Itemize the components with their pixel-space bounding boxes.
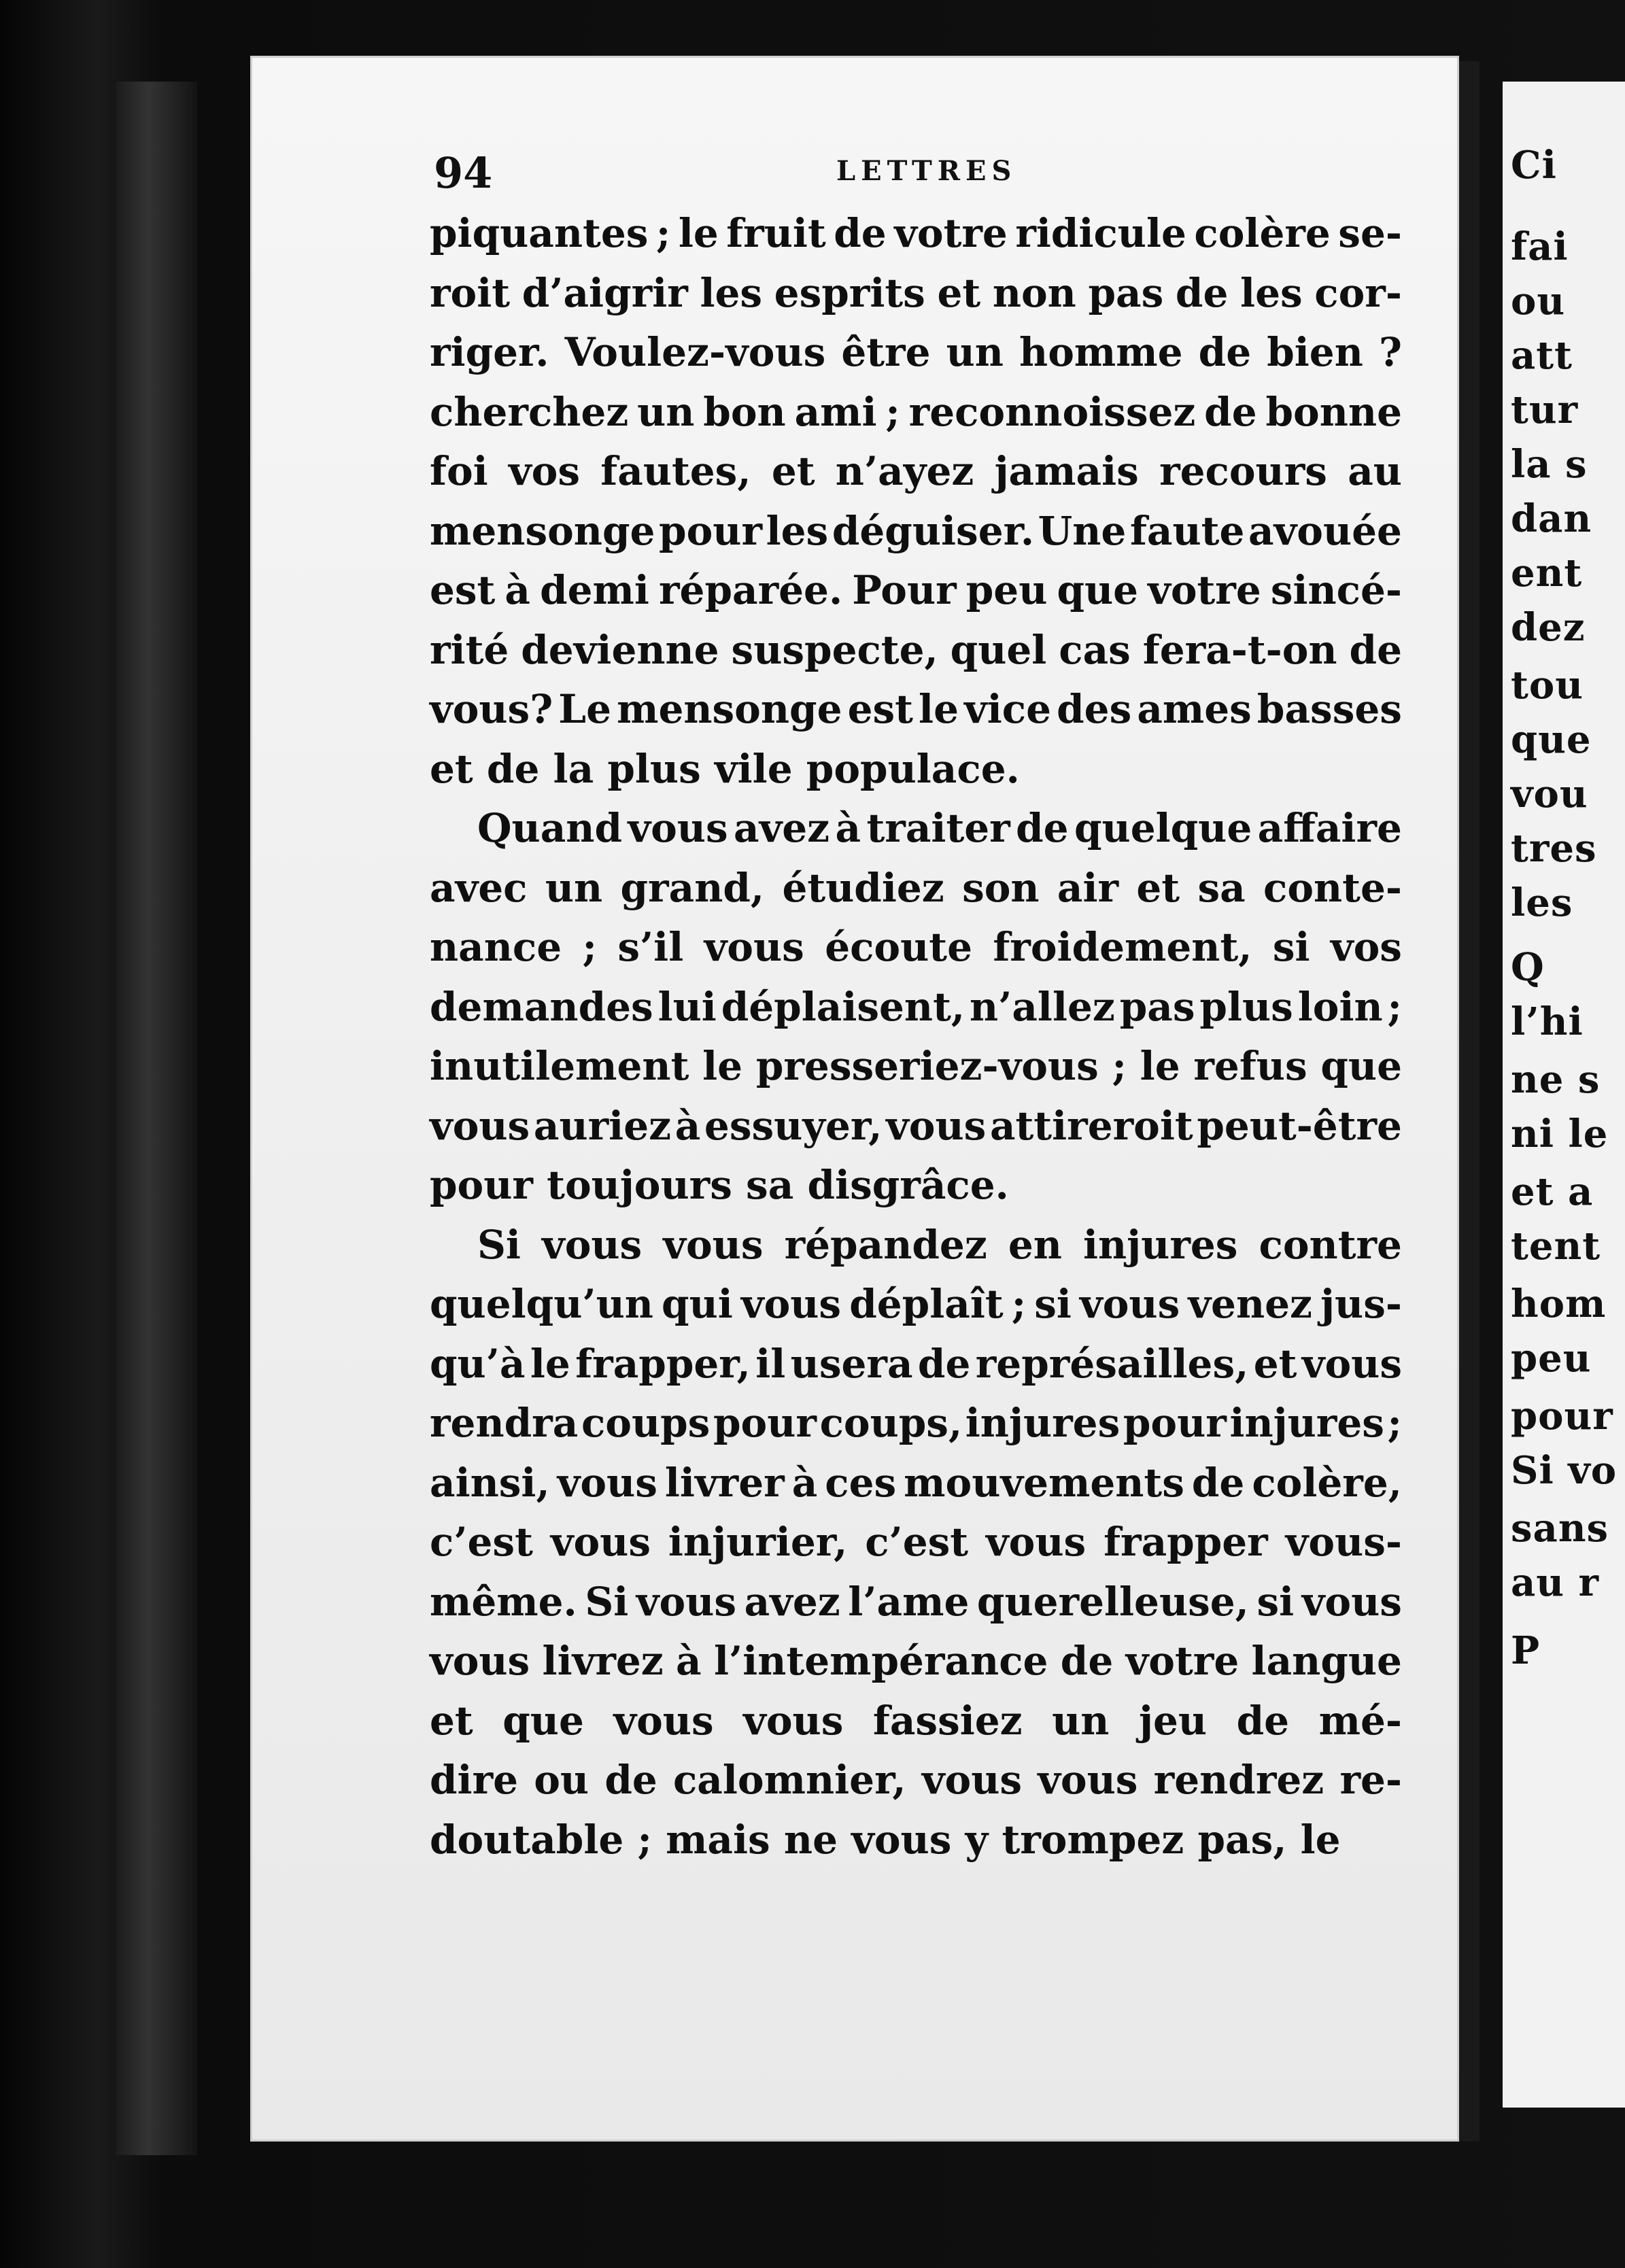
text-line: doutable ; mais ne vous y trompez pas, le [430,1816,1341,1863]
text-line: Quand vous avez à traiter de quelque affaire [477,805,1402,851]
book-binding-edge [116,82,197,2155]
adjacent-page-line: ou [1511,279,1566,324]
adjacent-page-line: tou [1511,663,1584,708]
text-line: piquantes ; le fruit de votre ridicule colère se- [430,210,1402,256]
text-line: cherchez un bon ami ; reconnoissez de bonne [430,388,1402,435]
adjacent-page-line: la s [1511,442,1588,487]
adjacent-page-line: les [1511,880,1573,925]
text-line: roit d’aigrir les esprits et non pas de les cor- [430,269,1402,316]
adjacent-page-line: au r [1511,1560,1599,1605]
adjacent-page-line: tent [1511,1224,1601,1269]
text-line: qu’à le frapper, il usera de représailles, et vous [430,1340,1402,1387]
adjacent-page-line: Ci [1511,143,1557,188]
text-line: est à demi réparée. Pour peu que votre sincé- [430,567,1402,613]
adjacent-page-line: tres [1511,826,1597,871]
running-head: LETTRES [836,155,1017,187]
adjacent-page-line: pour [1511,1394,1613,1439]
text-line: foi vos fautes, et n’ayez jamais recours au [430,448,1402,494]
adjacent-page-line: ne s [1511,1057,1601,1102]
adjacent-page-line: et a [1511,1169,1594,1214]
text-line: rité devienne suspecte, quel cas fera-t-on de [430,626,1402,673]
text-line: dire ou de calomnier, vous vous rendrez re- [430,1757,1402,1803]
adjacent-page-line: sans [1511,1506,1609,1551]
adjacent-page-line: dez [1511,605,1586,650]
adjacent-page-line: hom [1511,1282,1607,1326]
adjacent-page-fragment [1503,82,1625,2108]
text-line: demandes lui déplaisent, n’allez pas plus loin ; [430,983,1402,1030]
page-number: 94 [434,148,493,198]
adjacent-page-line: l’hi [1511,999,1584,1044]
text-line: vous? Le mensonge est le vice des ames basses [430,686,1402,732]
text-line: riger. Voulez-vous être un homme de bien ? [430,329,1402,375]
adjacent-page-line: fai [1511,224,1569,269]
adjacent-page-line: vou [1511,772,1588,817]
adjacent-page-line: ent [1511,551,1583,596]
text-line: c’est vous injurier, c’est vous frapper vous- [430,1519,1402,1565]
text-line: et de la plus vile populace. [430,745,1020,792]
adjacent-page-line: Q [1511,945,1545,990]
text-line: inutilement le presseriez-vous ; le refus que [430,1043,1402,1089]
text-line: Si vous vous répandez en injures contre [477,1221,1402,1268]
text-line: vous livrez à l’intempérance de votre langue [430,1638,1402,1684]
page-body-text [430,204,1402,1870]
text-line: même. Si vous avez l’ame querelleuse, si vous [430,1578,1402,1625]
text-line: et que vous vous fassiez un jeu de mé- [430,1697,1402,1744]
text-line: vous auriez à essuyer, vous attireroit peut-être [430,1102,1402,1149]
adjacent-page-line: P [1511,1628,1541,1673]
adjacent-page-line: ni le [1511,1112,1609,1156]
adjacent-page-line: tur [1511,388,1579,432]
text-line: quelqu’un qui vous déplaît ; si vous venez jus- [430,1281,1402,1327]
text-line: avec un grand, étudiez son air et sa conte- [430,864,1402,911]
text-line: pour toujours sa disgrâce. [430,1162,1009,1208]
page-gutter-shadow [1459,61,1479,2142]
adjacent-page-line: peu [1511,1336,1592,1381]
text-line: nance ; s’il vous écoute froidement, si vos [430,924,1402,970]
adjacent-page-line: att [1511,333,1573,378]
adjacent-page-line: dan [1511,496,1592,541]
adjacent-page-line: que [1511,717,1592,762]
text-line: ainsi, vous livrer à ces mouvements de colère, [430,1459,1402,1506]
adjacent-page-line: Si vo [1511,1448,1618,1493]
text-line: rendra coups pour coups, injures pour injures ; [430,1400,1402,1446]
text-line: mensonge pour les déguiser. Une faute avouée [430,507,1402,554]
